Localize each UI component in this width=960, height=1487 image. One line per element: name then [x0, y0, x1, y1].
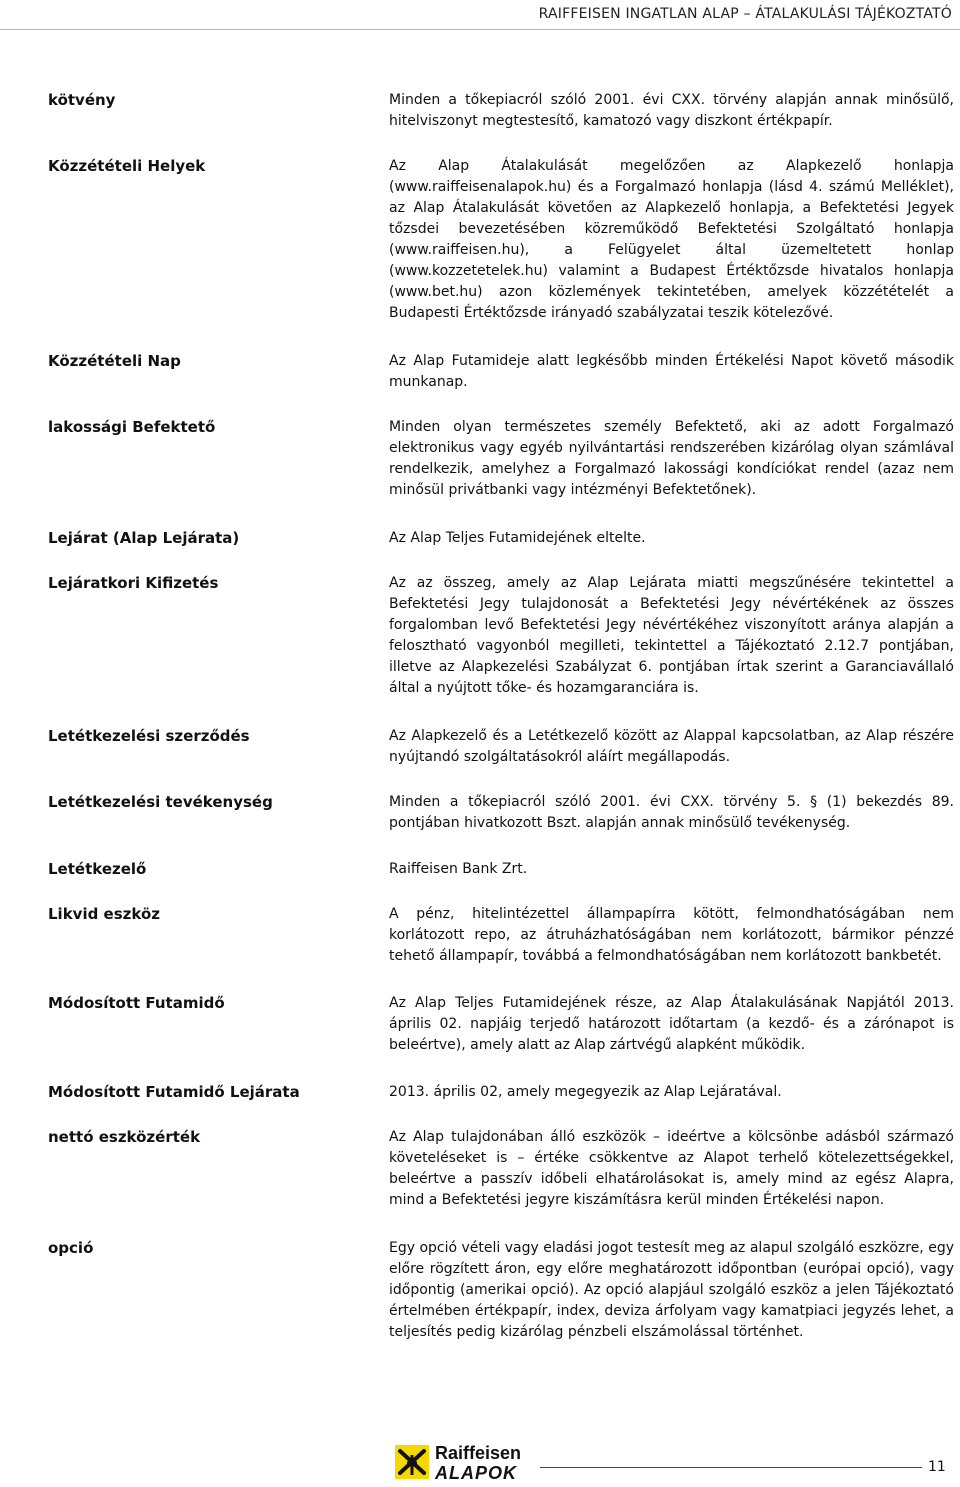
- logo-line2: ALAPOK: [435, 1463, 517, 1483]
- glossary-term: Módosított Futamidő Lejárata: [48, 1083, 300, 1101]
- glossary-definition: Minden a tőkepiacról szóló 2001. évi CXX. törvény alapján annak minősülő, hitelviszonyt megtestesítő, kamatozó vagy diszkont értékpapír.: [389, 92, 954, 129]
- glossary-definition: Raiffeisen Bank Zrt.: [389, 861, 528, 877]
- glossary-term: nettó eszközérték: [48, 1128, 201, 1146]
- glossary-definition: Minden olyan természetes személy Befektető, aki az adott Forgalmazó elektronikus vagy egyéb nyilvántartási rendszerében kizárólag olyan számlával rendelkezik, amelyhez a Forgalmazó lakossági kondíciókat rendel (azaz nem minősül privátbanki vagy intézményi Befektetőnek).: [389, 419, 954, 498]
- glossary-definition: Az Alap Átalakulását megelőzően az Alapkezelő honlapja (www.raiffeisenalapok.hu) és a Forgalmazó honlapja (lásd 4. számú Melléklet), az Alap Átalakulását követően az Alapkezelő honlapja, a Befektetési Jegyek tőzsdei bevezetésében közreműködő Befektetési Szolgáltató honlapja (www.raiffeisen.hu), a Felügyelet által üzemeltetett honlap (www.kozzetetelek.hu) valamint a Budapest Értéktőzsde hivatalos honlapja (www.bet.hu) azon közlemények tekintetében, amelyek közzétételét a Budapesti Értéktőzsde irányadó szabályzatai teszik kötelezővé.: [389, 158, 954, 321]
- raiffeisen-logo: [395, 1443, 535, 1483]
- glossary-term: Letétkezelési tevékenység: [48, 793, 273, 811]
- glossary-definition: Az Alapkezelő és a Letétkezelő között az Alappal kapcsolatban, az Alap részére nyújtandó szolgáltatásokról aláírt megállapodás.: [389, 728, 954, 765]
- logo-line1: Raiffeisen: [435, 1443, 522, 1463]
- glossary-term: opció: [48, 1239, 94, 1257]
- glossary-term: Letétkezelési szerződés: [48, 727, 250, 745]
- glossary-definition: Egy opció vételi vagy eladási jogot testesít meg az alapul szolgáló eszközre, egy előre rögzített áron, egy előre meghatározott időpontban (európai opció), vagy időpontig (amerikai opció). Az opció alapjául szolgáló eszköz a jelen Tájékoztató értelmében értékpapír, index, deviza árfolyam vagy kamatpiaci jegyzés lehet, a teljesítés pedig kizárólag pénzbeli elszámolással történhet.: [389, 1240, 954, 1340]
- glossary-definition: Az Alap Teljes Futamidejének eltelte.: [389, 530, 646, 546]
- glossary-term: Módosított Futamidő: [48, 994, 225, 1012]
- glossary-term: kötvény: [48, 91, 116, 109]
- glossary-term: Likvid eszköz: [48, 905, 160, 923]
- glossary-term: lakossági Befektető: [48, 418, 216, 436]
- glossary-term: Lejárat (Alap Lejárata): [48, 529, 240, 547]
- glossary-definition: A pénz, hitelintézettel állampapírra kötött, felmondhatóságában nem korlátozott repo, az átruházhatóságában nem korlátozott, bármikor pénzzé tehető állampapír, továbbá a felmondhatóságában nem korlátozott bankbetét.: [389, 906, 954, 964]
- glossary-definition: Az Alap tulajdonában álló eszközök – ideértve a kölcsönbe adásból származó követeléseket is – értéke csökkentve az Alapot terhelő kötelezettségekkel, beleértve a passzív időbeli elhatárolásokat is, amely mind az egész Alapra, mind a Befektetési jegyre kiszámításra kerül minden Értékelési napon.: [389, 1129, 954, 1208]
- glossary-definition: 2013. április 02, amely megegyezik az Alap Lejáratával.: [389, 1084, 782, 1100]
- running-header: RAIFFEISEN INGATLAN ALAP – ÁTALAKULÁSI TÁJÉKOZTATÓ: [538, 6, 952, 22]
- page-number: 11: [928, 1459, 946, 1475]
- footer-divider: [540, 1467, 922, 1468]
- glossary-term: Lejáratkori Kifizetés: [48, 574, 219, 592]
- glossary-definition: Az Alap Futamideje alatt legkésőbb minden Értékelési Napot követő második munkanap.: [389, 353, 954, 390]
- glossary-definition: Minden a tőkepiacról szóló 2001. évi CXX. törvény 5. § (1) bekezdés 89. pontjában hivatkozott Bszt. alapján annak minősülő tevékenység.: [389, 794, 954, 831]
- glossary-term: Letétkezelő: [48, 860, 147, 878]
- glossary-term: Közzétételi Nap: [48, 352, 181, 370]
- glossary-definition: Az az összeg, amely az Alap Lejárata miatti megszűnésére tekintettel a Befektetési Jegy tulajdonosát a Befektetési Jegy névértékének az összes forgalomban levő Befektetési Jegy névértékéhez viszonyított aránya alapján a felosztható vagyonból megilleti, tekintettel a Tájékoztató 2.12.7 pontjában, illetve az Alapkezelési Szabályzat 6. pontjában írtak szerint a Garanciavállaló által a nyújtott tőke- és hozamgaranciára is.: [389, 575, 954, 696]
- glossary-term: Közzétételi Helyek: [48, 157, 206, 175]
- header-divider: [0, 29, 960, 30]
- glossary-definition: Az Alap Teljes Futamidejének része, az Alap Átalakulásának Napjától 2013. április 02. napjáig terjedő határozott időtartam (a kezdő- és a zárónapot is beleértve), amely alatt az Alap zártvégű alapként működik.: [389, 995, 954, 1053]
- gable-cross-icon: [395, 1445, 429, 1479]
